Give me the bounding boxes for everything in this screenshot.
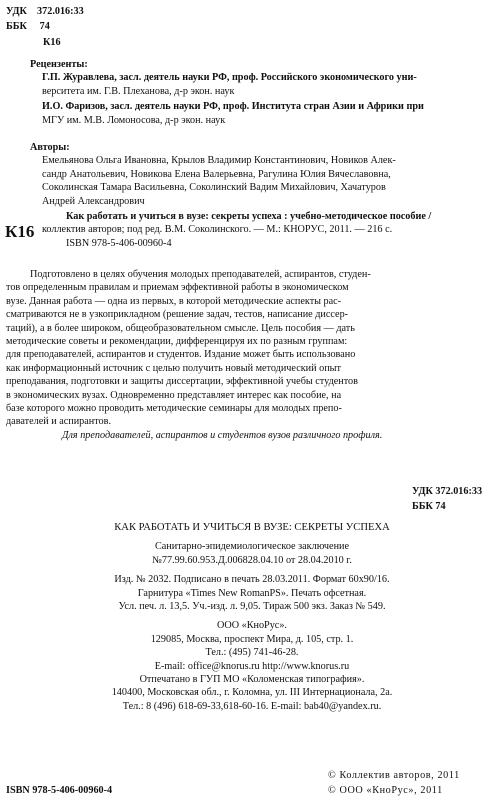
abstract-line: преподавания, подготовки и защиты диссертации, эффективной учебы студентов (6, 376, 358, 388)
authors-heading: Авторы: (30, 142, 70, 153)
bbk-label: ББК (6, 21, 27, 32)
abstract-line: давателей и аспирантов. (6, 416, 111, 428)
footer-isbn: ISBN 978-5-406-00960-4 (6, 785, 113, 796)
authors-line: сандр Анатольевич, Новикова Елена Валерьевна, Рагулина Юлия Вячеславовна, (42, 168, 391, 180)
authors-section (6, 141, 502, 208)
catalog-line: коллектив авторов; под ред. В.М. Соколинского. — М.: КНОРУС, 2011. — 216 с. (42, 224, 393, 236)
imprint-section (0, 521, 504, 713)
authors-line: Андрей Александрович (42, 195, 145, 207)
sanitary-line-1: Санитарно-эпидемиологическое заключение (154, 541, 349, 553)
abstract-line: для преподавателей, аспирантов и студентов. Издание может быть использовано (6, 349, 356, 361)
abstract-line: как информационный источник с целью получить новый методический опыт (6, 362, 341, 374)
udk-label: УДК (6, 6, 27, 17)
abstract-line: методические советы и рекомендации, дифференцируя их по разным группам: (6, 335, 348, 347)
abstract-section (6, 268, 502, 442)
author-mark: К16 (5, 222, 35, 241)
reviewers-heading: Рецензенты: (30, 59, 88, 70)
print-line-1: Изд. № 2032. Подписано в печать 28.03.2011. Формат 60х90/16. (114, 574, 390, 586)
imprint-title: КАК РАБОТАТЬ И УЧИТЬСЯ В ВУЗЕ: СЕКРЕТЫ УСПЕХА (114, 522, 390, 533)
abstract-line: таций), а в более широком, общеобразовательном смысле. Цель пособия — дать (6, 322, 355, 334)
reviewer-2: И.О. Фаризов, засл. деятель науки РФ, проф. Института стран Азии и Африки при (42, 101, 424, 113)
printer-line-2: 140400, Московская обл., г. Коломна, ул. III Интернационала, 2а. (111, 687, 393, 699)
abstract-line: тов определенным правилам и приемам эффективной работы в экономическом (6, 282, 349, 294)
authors-line: Соколинская Тамара Васильевна, Соколинский Вадим Михайлович, Хачатуров (42, 182, 386, 194)
bbk-code-right: ББК 74 (412, 501, 446, 512)
copyright-publisher: © ООО «КноРус», 2011 (328, 785, 443, 796)
catalog-isbn: ISBN 978-5-406-00960-4 (66, 237, 172, 249)
abstract-line: в экономических вузах. Одновременно представляет интерес как пособие, на (6, 389, 342, 401)
reviewer-line: верситета им. Г.В. Плеханова, д-р экон. наук (42, 85, 235, 97)
abstract-line: базе которого можно проводить методические семинары для молодых препо- (6, 402, 342, 414)
printer-line-1: Отпечатано в ГУП МО «Коломенская типография». (139, 673, 365, 685)
publisher-address: 129085, Москва, проспект Мира, д. 105, стр. 1. (150, 633, 354, 645)
reviewer-line (6, 100, 502, 113)
authors-line: Емельянова Ольга Ивановна, Крылов Владимир Константинович, Новиков Алек- (42, 155, 396, 167)
abstract-line: сматриваются не в узкоприкладном (решение задач, тестов, написание диссер- (6, 309, 349, 321)
udk-code-right: УДК 372.016:33 (412, 486, 483, 497)
reviewer-line: МГУ им. М.В. Ломоносова, д-р экон. наук (42, 114, 226, 126)
print-line-2: Гарнитура «Times New RomanPS». Печать офсетная. (137, 587, 367, 599)
reviewer-line (6, 71, 502, 84)
reviewer-1: Г.П. Журавлева, засл. деятель науки РФ, проф. Российского экономического уни- (42, 72, 417, 84)
catalog-entry (6, 210, 502, 250)
author-mark-top: К16 (43, 37, 61, 48)
printer-line-3: Тел.: 8 (496) 618-69-33,618-60-16. E-mail: bab40@yandex.ru. (122, 700, 382, 712)
publisher-name: ООО «КноРус». (217, 620, 287, 632)
abstract-line: Подготовлено в целях обучения молодых преподавателей, аспирантов, студен- (30, 269, 371, 280)
udk-code (6, 6, 84, 18)
abstract-line: вузе. Данная работа — одна из первых, в которой методические аспекты рас- (6, 295, 342, 307)
publisher-phone: Тел.: (495) 741-46-28. (205, 647, 299, 659)
catalog-title-line (6, 210, 502, 223)
copyright-authors: © Коллектив авторов, 2011 (328, 770, 460, 781)
bbk-code (6, 21, 50, 33)
audience-line: Для преподавателей, аспирантов и студентов вузов различного профиля. (62, 429, 383, 441)
bbk-value: 74 (39, 21, 50, 32)
udk-value: 372.016:33 (37, 6, 84, 17)
print-line-3: Усл. печ. л. 13,5. Уч.-изд. л. 9,05. Тираж 500 экз. Заказ № 549. (118, 600, 386, 612)
reviewers-section (6, 58, 502, 127)
publisher-contacts: E-mail: office@knorus.ru http://www.knorus.ru (154, 660, 350, 672)
catalog-title: Как работать и учиться в вузе: секреты успеха : учебно-методическое пособие / (66, 211, 432, 222)
sanitary-line-2: №77.99.60.953.Д.006828.04.10 от 28.04.2010 г. (152, 554, 352, 566)
